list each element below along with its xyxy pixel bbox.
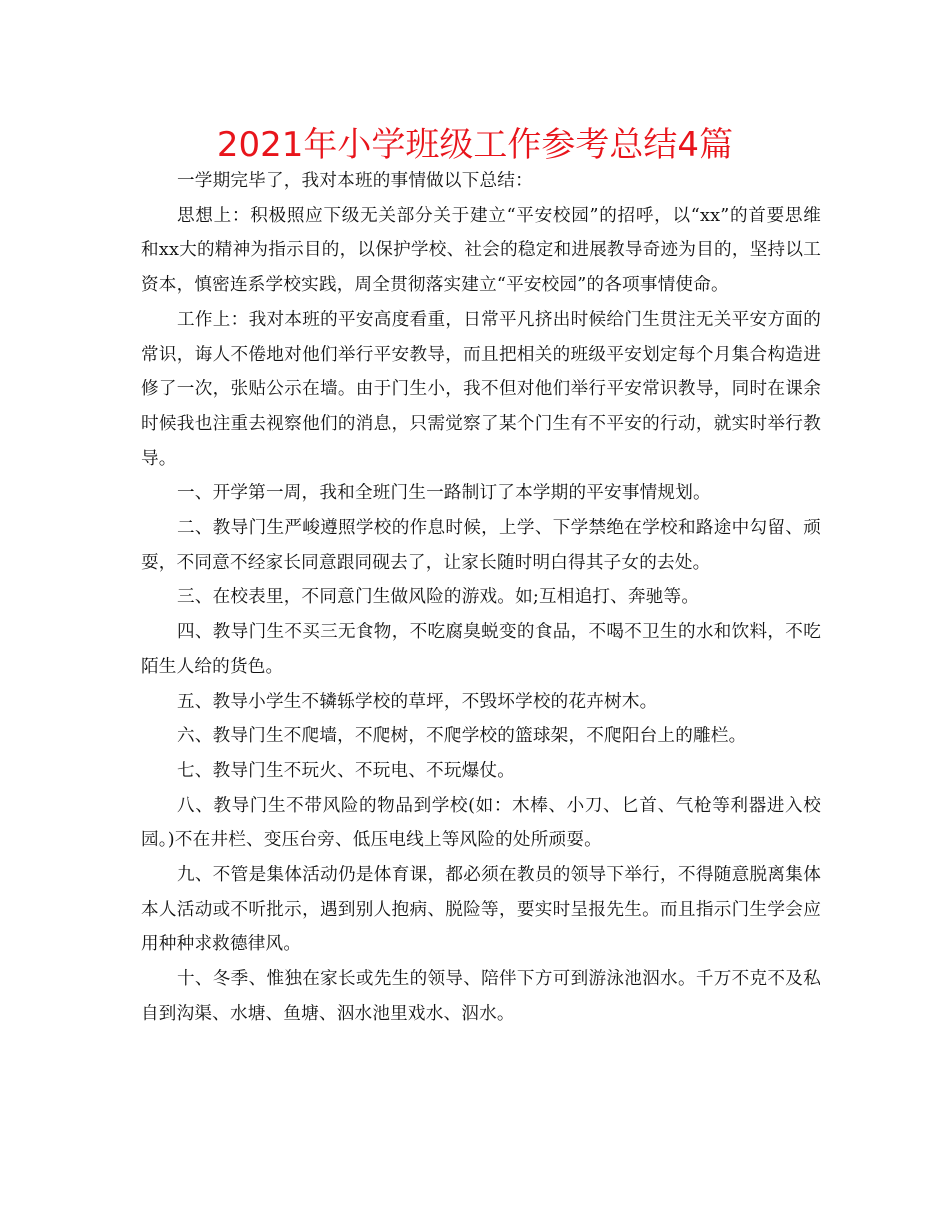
paragraph-item-8: 八、教导门生不带风险的物品到学校(如：木棒、小刀、匕首、气枪等利器进入校园。)不在井栏、变压台旁、低压电线上等风险的处所顽耍。 [141, 795, 821, 851]
paragraph-item-10: 十、冬季、惟独在家长或先生的领导、陪伴下方可到游泳池泅水。千万不克不及私自到沟渠、水塘、鱼塘、泅水池里戏水、泅水。 [141, 969, 821, 1024]
paragraph-item-7: 七、教导门生不玩火、不玩电、不玩爆仗。 [177, 760, 516, 781]
document-body [141, 164, 821, 1032]
paragraph-item-6: 六、教导门生不爬墙，不爬树，不爬学校的篮球架，不爬阳台上的雕栏。 [177, 726, 747, 747]
paragraph-thought: 思想上：积极照应下级无关部分关于建立“平安校园”的招呼，以“xx”的首要思维和xx大的精神为指示目的，以保护学校、社会的稳定和进展教导奇迹为目的，坚持以工资本，慎密连系学校实践，周全贯彻落实建立“平安校园”的各项事情使命。 [141, 205, 821, 296]
paragraph-item-3: 三、在校表里，不同意门生做风险的游戏。如;互相追打、奔驰等。 [177, 587, 700, 608]
paragraph-item-2: 二、教导门生严峻遵照学校的作息时候，上学、下学禁绝在学校和路途中勾留、顽耍，不同意不经家长同意跟同砚去了，让家长随时明白得其子女的去处。 [141, 518, 821, 573]
paragraph-item-5: 五、教导小学生不辚轹学校的草坪，不毁坏学校的花卉树木。 [177, 691, 658, 712]
paragraph-item-1: 一、开学第一周，我和全班门生一路制订了本学期的平安事情规划。 [177, 483, 711, 504]
paragraph-item-4: 四、教导门生不买三无食物，不吃腐臭蜕变的食品，不喝不卫生的水和饮料，不吃陌生人给的货色。 [141, 622, 821, 677]
paragraph-work: 工作上：我对本班的平安高度看重，日常平凡挤出时候给门生贯注无关平安方面的常识，诲人不倦地对他们举行平安教导，而且把相关的班级平安划定每个月集合构造进修了一次，张贴公示在墙。由于门生小，我不但对他们举行平安常识教导，同时在课余时候我也注重去视察他们的消息，只需觉察了某个门生有不平安的行动，就实时举行教导。 [141, 309, 821, 469]
paragraph-intro: 一学期完毕了，我对本班的事情做以下总结： [177, 171, 533, 191]
paragraph-item-9: 九、不管是集体活动仍是体育课，都必须在教员的领导下举行，不得随意脱离集体本人活动或不听批示，遇到别人抱病、脱险等，要实时呈报先生。而且指示门生学会应用种种求救德律风。 [141, 865, 821, 955]
document-title: 2021年小学班级工作参考总结4篇 [216, 125, 734, 165]
